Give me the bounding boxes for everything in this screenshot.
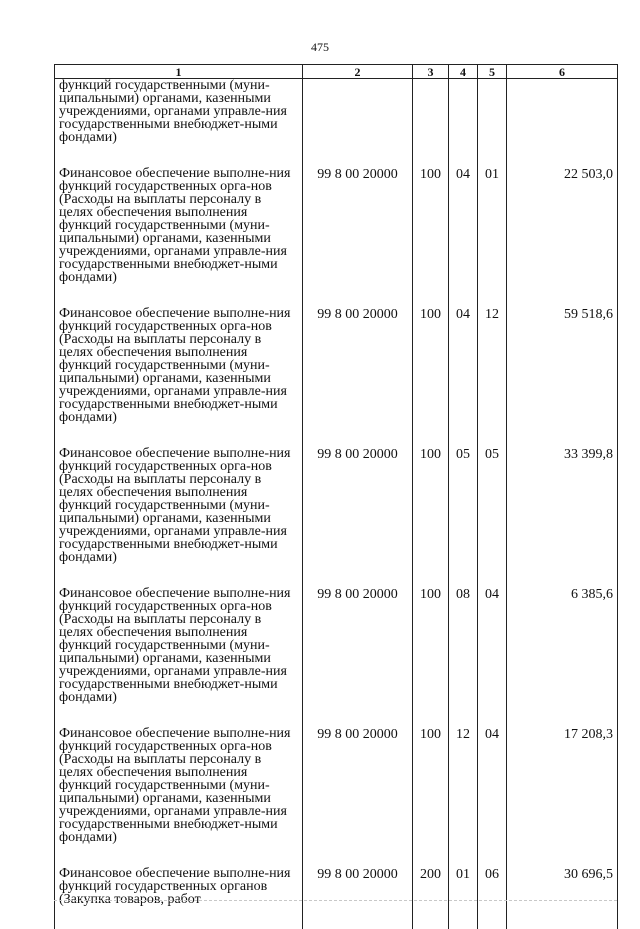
column-header-2: 2 bbox=[303, 65, 413, 79]
row-amount: 22 503,0 bbox=[507, 167, 618, 307]
row-name: Финансовое обеспечение выполне-ния функций государственных органов (Закупка товаров, работ bbox=[55, 867, 303, 929]
row-amount bbox=[507, 79, 618, 168]
column-header-4: 4 bbox=[449, 65, 478, 79]
row-col4: 04 bbox=[449, 167, 478, 307]
column-header-3: 3 bbox=[413, 65, 449, 79]
row-name: функций государственными (муни-ципальными) органами, казенными учреждениями, органами управле-ния государственными внебюджет-ными фондами) bbox=[55, 79, 303, 168]
row-col4 bbox=[449, 79, 478, 168]
row-col5 bbox=[478, 79, 507, 168]
page-number: 475 bbox=[0, 40, 640, 55]
row-col3: 100 bbox=[413, 447, 449, 587]
page-bottom-edge bbox=[54, 900, 617, 901]
row-col5: 05 bbox=[478, 447, 507, 587]
row-col5: 12 bbox=[478, 307, 507, 447]
row-col3: 200 bbox=[413, 867, 449, 929]
table-row bbox=[55, 447, 618, 587]
table-row bbox=[55, 79, 618, 168]
row-amount: 17 208,3 bbox=[507, 727, 618, 867]
row-code: 99 8 00 20000 bbox=[303, 447, 413, 587]
table-body bbox=[55, 79, 618, 929]
row-name: Финансовое обеспечение выполне-ния функций государственных орга-нов (Расходы на выплаты персоналу в целях обеспечения выполнения функций государственными (муни-ципальными) органами, казенными учреждениями, органами управле-ния государственными внебюджет-ными фондами) bbox=[55, 447, 303, 587]
row-col3: 100 bbox=[413, 167, 449, 307]
row-col3: 100 bbox=[413, 307, 449, 447]
row-col5: 01 bbox=[478, 167, 507, 307]
row-code: 99 8 00 20000 bbox=[303, 867, 413, 929]
table-row bbox=[55, 587, 618, 727]
table-row bbox=[55, 307, 618, 447]
row-col4: 05 bbox=[449, 447, 478, 587]
row-code: 99 8 00 20000 bbox=[303, 587, 413, 727]
row-col5: 06 bbox=[478, 867, 507, 929]
row-amount: 59 518,6 bbox=[507, 307, 618, 447]
row-amount: 6 385,6 bbox=[507, 587, 618, 727]
column-header-1: 1 bbox=[55, 65, 303, 79]
row-col4: 12 bbox=[449, 727, 478, 867]
row-name: Финансовое обеспечение выполне-ния функций государственных орга-нов (Расходы на выплаты персоналу в целях обеспечения выполнения функций государственными (муни-ципальными) органами, казенными учреждениями, органами управле-ния государственными внебюджет-ными фондами) bbox=[55, 167, 303, 307]
row-name: Финансовое обеспечение выполне-ния функций государственных орга-нов (Расходы на выплаты персоналу в целях обеспечения выполнения функций государственными (муни-ципальными) органами, казенными учреждениями, органами управле-ния государственными внебюджет-ными фондами) bbox=[55, 307, 303, 447]
row-code bbox=[303, 79, 413, 168]
column-header-5: 5 bbox=[478, 65, 507, 79]
header-row bbox=[55, 65, 618, 79]
budget-table bbox=[54, 64, 618, 929]
column-header-6: 6 bbox=[507, 65, 618, 79]
row-col4: 04 bbox=[449, 307, 478, 447]
row-name: Финансовое обеспечение выполне-ния функций государственных орга-нов (Расходы на выплаты персоналу в целях обеспечения выполнения функций государственными (муни-ципальными) органами, казенными учреждениями, органами управле-ния государственными внебюджет-ными фондами) bbox=[55, 587, 303, 727]
row-code: 99 8 00 20000 bbox=[303, 727, 413, 867]
table-row bbox=[55, 167, 618, 307]
row-col4: 08 bbox=[449, 587, 478, 727]
row-col3: 100 bbox=[413, 587, 449, 727]
row-col5: 04 bbox=[478, 587, 507, 727]
table-row bbox=[55, 727, 618, 867]
row-amount: 30 696,5 bbox=[507, 867, 618, 929]
row-col5: 04 bbox=[478, 727, 507, 867]
row-col3: 100 bbox=[413, 727, 449, 867]
row-amount: 33 399,8 bbox=[507, 447, 618, 587]
row-code: 99 8 00 20000 bbox=[303, 307, 413, 447]
row-name: Финансовое обеспечение выполне-ния функций государственных орга-нов (Расходы на выплаты персоналу в целях обеспечения выполнения функций государственными (муни-ципальными) органами, казенными учреждениями, органами управле-ния государственными внебюджет-ными фондами) bbox=[55, 727, 303, 867]
row-col3 bbox=[413, 79, 449, 168]
table-row bbox=[55, 867, 618, 929]
row-col4: 01 bbox=[449, 867, 478, 929]
table-header bbox=[55, 65, 618, 79]
row-code: 99 8 00 20000 bbox=[303, 167, 413, 307]
